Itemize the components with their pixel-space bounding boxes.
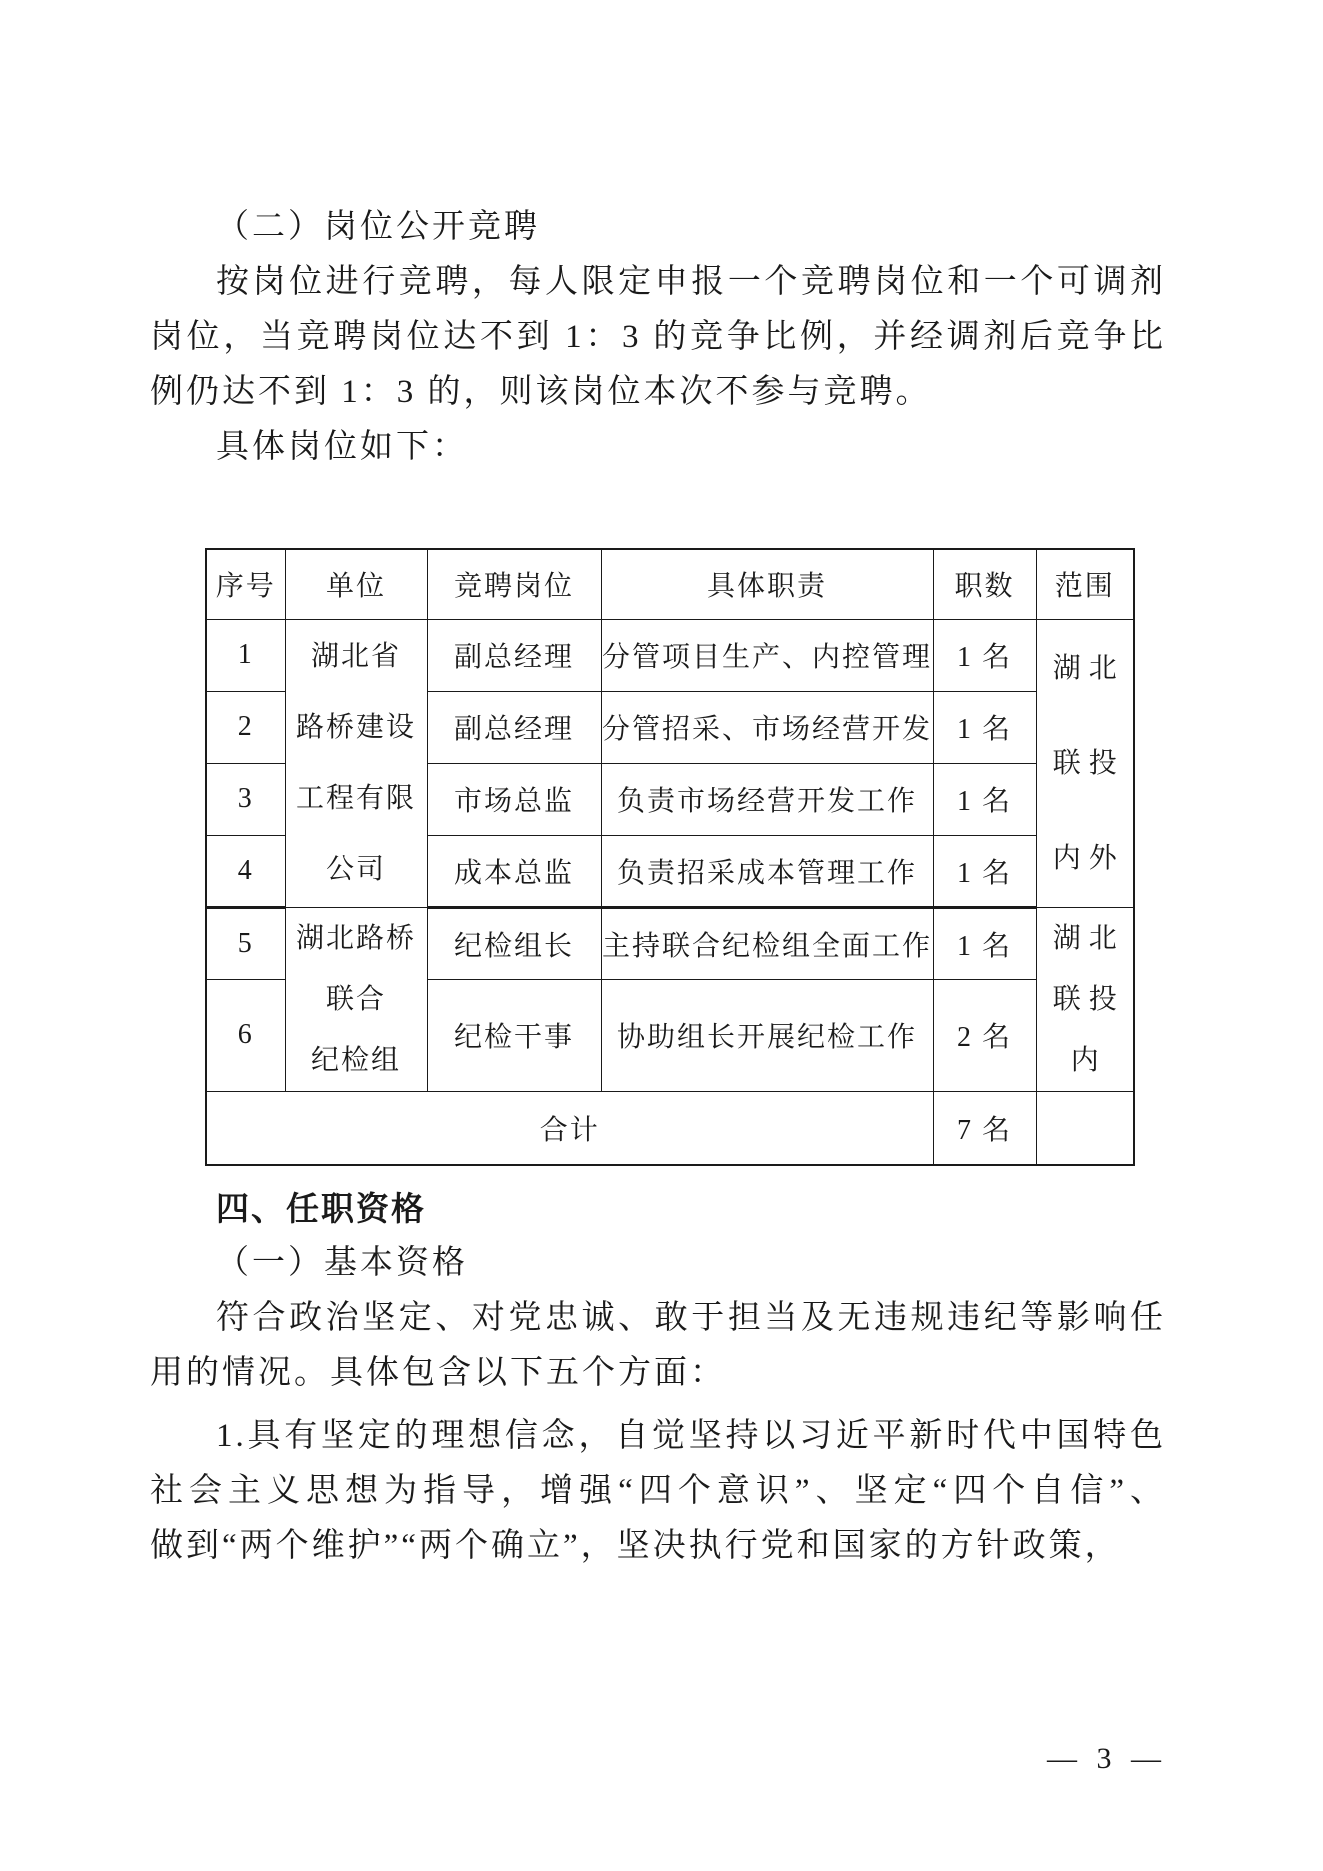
position-cell: 纪检组长 — [427, 907, 601, 979]
unit-line: 联合 — [325, 983, 386, 1015]
item1-line: 社会主义思想为指导，增强“四个意识”、坚定“四个自信”、 — [150, 1473, 1166, 1509]
duty-cell: 分管招采、市场经营开发 — [601, 691, 933, 763]
seq-cell: 4 — [206, 835, 285, 907]
seq-cell: 2 — [206, 691, 285, 763]
table-row — [206, 907, 1134, 979]
table-lead: 具体岗位如下： — [216, 429, 468, 465]
seq-cell: 1 — [206, 619, 285, 691]
header-cell-duty: 具体职责 — [601, 549, 933, 619]
page-content — [150, 0, 1166, 1574]
intro-line: 按岗位进行竞聘，每人限定申报一个竞聘岗位和一个可调剂 — [216, 264, 1166, 300]
count-cell: 1 名 — [933, 763, 1036, 835]
positions-table — [205, 548, 1135, 1166]
unit-line: 湖北省 — [310, 641, 401, 672]
position-cell: 纪检干事 — [427, 979, 601, 1091]
scope-line: 内外 — [1052, 842, 1125, 874]
position-cell: 市场总监 — [427, 763, 601, 835]
scope-line: 内 — [1070, 1044, 1107, 1076]
item1-line: 1.具有坚定的理想信念，自觉坚持以习近平新时代中国特色 — [216, 1418, 1166, 1454]
seq-cell: 5 — [206, 907, 285, 979]
basic-line: 符合政治坚定、对党忠诚、敢于担当及无违规违纪等影响任 — [216, 1300, 1166, 1336]
position-cell: 副总经理 — [427, 691, 601, 763]
duty-cell: 协助组长开展纪检工作 — [601, 979, 933, 1091]
total-label-cell: 合计 — [206, 1091, 933, 1165]
scope-line: 湖北 — [1052, 922, 1125, 954]
header-cell-scope: 范围 — [1036, 549, 1134, 619]
table-header-row — [206, 549, 1134, 619]
duty-cell: 主持联合纪检组全面工作 — [601, 907, 933, 979]
count-cell: 2 名 — [933, 979, 1036, 1091]
header-cell-position: 竞聘岗位 — [427, 549, 601, 619]
unit-cell — [285, 619, 427, 907]
scope-cell — [1036, 619, 1134, 907]
unit-line: 湖北路桥 — [295, 922, 416, 954]
page-number: — 3 — — [1047, 1742, 1163, 1775]
duty-cell: 负责市场经营开发工作 — [601, 763, 933, 835]
basic-heading: （一）基本资格 — [216, 1245, 468, 1281]
total-scope-cell — [1036, 1091, 1134, 1165]
section-heading: （二）岗位公开竞聘 — [216, 209, 540, 245]
basic-paragraph — [150, 1291, 1166, 1401]
scope-cell — [1036, 907, 1134, 1091]
intro-line: 岗位，当竞聘岗位达不到 1：3 的竞争比例，并经调剂后竞争比 — [150, 319, 1166, 355]
unit-line: 工程有限 — [295, 783, 416, 814]
count-cell: 1 名 — [933, 835, 1036, 907]
header-cell-count: 职数 — [933, 549, 1036, 619]
count-cell: 1 名 — [933, 907, 1036, 979]
seq-cell: 6 — [206, 979, 285, 1091]
seq-cell: 3 — [206, 763, 285, 835]
duty-cell: 负责招采成本管理工作 — [601, 835, 933, 907]
header-cell-unit: 单位 — [285, 549, 427, 619]
intro-paragraph — [150, 255, 1166, 420]
scope-line: 湖北 — [1052, 652, 1125, 684]
count-cell: 1 名 — [933, 691, 1036, 763]
qualification-heading: 四、任职资格 — [216, 1190, 426, 1227]
count-cell: 1 名 — [933, 619, 1036, 691]
item1-paragraph — [150, 1409, 1166, 1574]
unit-cell — [285, 907, 427, 1091]
total-count-cell: 7 名 — [933, 1091, 1036, 1165]
unit-line: 纪检组 — [310, 1044, 401, 1076]
position-cell: 成本总监 — [427, 835, 601, 907]
item1-line: 做到“两个维护”“两个确立”，坚决执行党和国家的方针政策， — [150, 1528, 1121, 1564]
unit-line: 公司 — [325, 854, 386, 885]
scope-line: 联投 — [1052, 983, 1125, 1015]
position-cell: 副总经理 — [427, 619, 601, 691]
duty-cell: 分管项目生产、内控管理 — [601, 619, 933, 691]
header-cell-seq: 序号 — [206, 549, 285, 619]
table-row — [206, 619, 1134, 691]
total-row — [206, 1091, 1134, 1165]
scope-line: 联投 — [1052, 747, 1125, 779]
intro-line: 例仍达不到 1：3 的，则该岗位本次不参与竞聘。 — [150, 374, 932, 410]
unit-line: 路桥建设 — [295, 712, 416, 743]
basic-line: 用的情况。具体包含以下五个方面： — [150, 1355, 726, 1391]
